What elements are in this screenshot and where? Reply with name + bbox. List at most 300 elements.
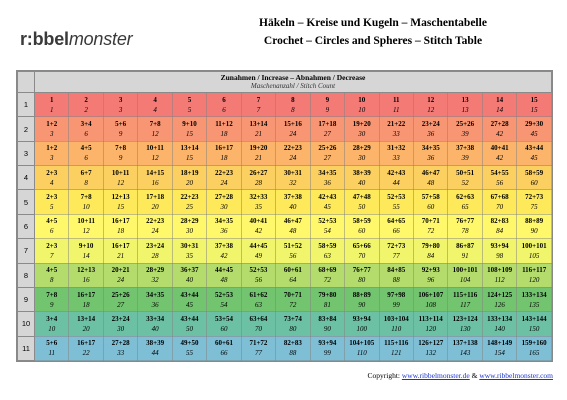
stitch-count: 4 [153,105,157,114]
table-cell [482,93,516,117]
stitch-count: 9 [118,130,123,139]
table-cell [517,166,552,190]
stitch-count: 72 [289,300,297,309]
logo-text-part1: r:bbel [20,29,69,49]
table-cell [379,214,413,238]
table-cell [207,117,241,141]
stitch-count: 10 [82,203,90,212]
stitch-instruction: 148+149 [487,339,513,348]
stitch-count: 65 [461,203,469,212]
stitch-instruction: 34+35 [146,290,165,299]
stitch-instruction: 22+23 [180,193,199,202]
stitch-instruction: 25+26 [318,144,337,153]
stitch-instruction: 8 [291,95,295,104]
stitch-instruction: 7+8 [80,193,92,202]
table-cell [103,214,137,238]
table-cell [345,312,379,336]
stitch-count: 81 [323,300,331,309]
stitch-count: 108 [425,300,436,309]
stitch-instruction: 18+19 [180,168,199,177]
table-cell [103,263,137,287]
stitch-instruction: 64+65 [387,217,406,226]
stitch-instruction: 2+3 [46,193,58,202]
table-cell [35,190,69,214]
table-cell [448,117,482,141]
table-cell [310,214,344,238]
round-number: 1 [18,93,35,117]
stitch-count: 60 [530,178,538,187]
stitch-instruction: 30+31 [180,241,199,250]
stitch-count: 154 [494,349,505,358]
table-cell [482,166,516,190]
table-cell [207,287,241,311]
stitch-count: 36 [220,227,228,236]
table-cell [35,239,69,263]
stitch-count: 56 [496,178,504,187]
stitch-count: 30 [358,154,366,163]
table-cell [345,166,379,190]
stitch-count: 50 [358,203,366,212]
stitch-count: 120 [425,324,436,333]
stitch-instruction: 27+28 [490,120,509,129]
stitch-instruction: 17+18 [318,120,337,129]
stitch-count: 9 [49,300,54,309]
table-cell [241,312,275,336]
stitch-count: 80 [289,324,297,333]
table-cell [138,117,172,141]
stitch-instruction: 70+71 [283,290,302,299]
stitch-instruction: 61+62 [249,290,268,299]
stitch-instruction: 23+24 [421,120,440,129]
stitch-instruction: 34+35 [421,144,440,153]
stitch-instruction: 143+144 [521,314,547,323]
table-cell [413,117,447,141]
stitch-instruction: 133+134 [487,314,513,323]
round-number: 2 [18,117,35,141]
stitch-instruction: 60+61 [283,266,302,275]
table-cell [413,190,447,214]
stitch-count: 24 [220,178,228,187]
stitch-count: 88 [392,276,400,285]
table-cell [276,214,310,238]
stitch-instruction: 44+45 [214,266,233,275]
table-cell [482,239,516,263]
stitch-instruction: 93+94 [352,314,371,323]
stitch-instruction: 26+27 [249,168,268,177]
stitch-count: 30 [358,130,366,139]
round-number: 5 [18,190,35,214]
stitch-instruction: 159+160 [521,339,547,348]
stitch-instruction: 21+22 [387,120,406,129]
stitch-instruction: 76+77 [456,217,475,226]
round-number: 9 [18,287,35,311]
stitch-instruction: 12+13 [111,193,130,202]
stitch-count: 72 [427,227,435,236]
table-cell [310,141,344,165]
stitch-instruction: 43+44 [525,144,544,153]
copyright-label: Copyright: [367,371,401,380]
stitch-count: 66 [220,349,228,358]
table-cell [172,336,206,360]
stitch-instruction: 88+89 [525,217,544,226]
table-cell [310,287,344,311]
table-row [18,117,552,141]
stitch-count: 6 [84,154,88,163]
stitch-count: 20 [82,324,90,333]
table-cell [172,287,206,311]
stitch-instruction: 82+83 [490,217,509,226]
stitch-instruction: 83+84 [318,314,337,323]
table-row [18,263,552,287]
table-cell [276,336,310,360]
stitch-instruction: 14+15 [146,168,165,177]
table-cell [207,312,241,336]
table-cell [241,336,275,360]
table-cell [482,214,516,238]
stitch-instruction: 54+55 [490,168,509,177]
table-cell [310,336,344,360]
stitch-count: 150 [528,324,540,333]
copyright-link-com[interactable]: www.ribbelmonster.com [479,371,553,380]
table-cell [69,239,103,263]
table-cell [517,141,552,165]
stitch-count: 5 [49,203,54,212]
table-cell [448,214,482,238]
stitch-count: 70 [496,203,504,212]
stitch-count: 52 [461,178,469,187]
stitch-count: 8 [49,276,54,285]
table-cell [413,263,447,287]
stitch-instruction: 22+23 [214,168,233,177]
stitch-count: 63 [323,251,331,260]
stitch-count: 84 [496,227,504,236]
table-cell [172,117,206,141]
stitch-count: 12 [151,130,159,139]
stitch-instruction: 76+77 [352,266,371,275]
table-row [18,214,552,238]
stitch-count: 77 [392,251,400,260]
stitch-count: 105 [528,251,540,260]
stitch-count: 1 [49,105,54,114]
stitch-count: 13 [461,105,469,114]
table-cell [482,312,516,336]
table-cell [241,93,275,117]
stitch-instruction: 10+11 [77,217,95,226]
table-cell [138,312,172,336]
stitch-count: 45 [530,130,538,139]
stitch-count: 7 [256,105,261,114]
table-cell [379,239,413,263]
table-cell [379,141,413,165]
stitch-instruction: 115+116 [453,290,478,299]
round-number: 10 [18,312,35,336]
table-cell [448,312,482,336]
stitch-instruction: 15 [530,95,538,104]
stitch-instruction: 28+29 [180,217,199,226]
stitch-count: 98 [496,251,504,260]
stitch-count: 45 [323,203,331,212]
stitch-count: 7 [49,251,54,260]
stitch-instruction: 25+26 [111,290,130,299]
stitch-instruction: 65+66 [352,241,371,250]
stitch-instruction: 42+43 [318,193,337,202]
stitch-instruction: 108+109 [487,266,513,275]
table-cell [379,190,413,214]
table-cell [69,336,103,360]
stitch-count: 135 [528,300,540,309]
stitch-instruction: 19+20 [352,120,371,129]
stitch-count: 15 [186,130,194,139]
stitch-instruction: 7 [256,95,261,104]
table-cell [517,190,552,214]
stitch-instruction: 52+53 [318,217,337,226]
table-cell [517,93,552,117]
stitch-instruction: 67+68 [490,193,509,202]
table-cell [241,287,275,311]
stitch-count: 49 [254,251,262,260]
stitch-count: 2 [84,105,88,114]
stitch-count: 99 [323,349,331,358]
stitch-count: 56 [254,276,262,285]
copyright-separator: & [471,371,478,380]
stitch-instruction: 27+28 [214,193,233,202]
stitch-instruction: 16+17 [77,290,96,299]
stitch-count: 15 [186,154,194,163]
table-cell [207,166,241,190]
stitch-instruction: 13 [461,95,469,104]
stitch-count: 64 [289,276,297,285]
table-cell [172,239,206,263]
stitch-instruction: 52+53 [387,193,406,202]
table-cell [172,93,206,117]
table-cell [276,166,310,190]
stitch-count: 90 [530,227,538,236]
table-cell [103,166,137,190]
table-cell [172,263,206,287]
table-cell [310,312,344,336]
stitch-count: 21 [254,130,262,139]
table-cell [345,263,379,287]
stitch-instruction: 100+101 [452,266,478,275]
stitch-table-frame [16,70,553,362]
table-cell [172,214,206,238]
table-cell [103,117,137,141]
stitch-instruction: 50+51 [456,168,475,177]
stitch-instruction: 133+134 [521,290,547,299]
stitch-instruction: 25+26 [456,120,475,129]
stitch-instruction: 79+80 [421,241,440,250]
stitch-count: 78 [461,227,469,236]
stitch-count: 120 [528,276,540,285]
table-cell [138,141,172,165]
table-cell [448,239,482,263]
stitch-count: 40 [151,324,159,333]
stitch-count: 5 [187,105,192,114]
table-cell [379,117,413,141]
table-cell [517,263,552,287]
stitch-instruction: 1+2 [46,120,58,129]
stitch-count: 3 [49,130,54,139]
table-cell [276,312,310,336]
stitch-instruction: 1 [49,95,54,104]
stitch-count: 110 [391,324,402,333]
stitch-count: 48 [220,276,228,285]
table-cell [241,117,275,141]
stitch-instruction: 12+13 [77,266,96,275]
stitch-count: 132 [425,349,436,358]
table-cell [413,166,447,190]
stitch-count: 48 [289,227,297,236]
table-cell [172,190,206,214]
stitch-instruction: 62+63 [456,193,475,202]
table-cell [172,141,206,165]
table-cell [345,117,379,141]
table-cell [379,336,413,360]
stitch-count: 60 [358,227,366,236]
stitch-count: 140 [494,324,505,333]
table-cell [276,287,310,311]
table-row [18,166,552,190]
table-cell [413,141,447,165]
table-cell [276,117,310,141]
stitch-instruction: 49+50 [180,339,199,348]
stitch-instruction: 10+11 [146,144,164,153]
stitch-instruction: 4+5 [46,266,58,275]
stitch-count: 75 [530,203,538,212]
table-row [18,312,552,336]
stitch-instruction: 51+52 [283,241,302,250]
table-cell [310,166,344,190]
stitch-instruction: 16+17 [214,144,233,153]
table-cell [310,239,344,263]
stitch-count: 90 [358,300,366,309]
stitch-count: 3 [118,105,123,114]
stitch-count: 70 [254,324,262,333]
ribbelmonster-logo [20,29,132,50]
table-cell [35,336,69,360]
table-cell [35,287,69,311]
stitch-instruction: 79+80 [318,290,337,299]
table-cell [517,239,552,263]
stitch-instruction: 2+3 [46,241,58,250]
table-cell [103,336,137,360]
stitch-instruction: 100+101 [521,241,547,250]
table-cell [69,287,103,311]
stitch-count: 15 [530,105,538,114]
stitch-count: 54 [323,227,331,236]
stitch-instruction: 93+94 [490,241,509,250]
stitch-instruction: 88+89 [352,290,371,299]
table-cell [207,141,241,165]
table-cell [241,141,275,165]
stitch-count: 33 [392,130,400,139]
stitch-instruction: 33+34 [146,314,165,323]
table-cell [241,190,275,214]
table-cell [413,93,447,117]
stitch-instruction: 37+38 [214,241,233,250]
stitch-count: 24 [289,154,297,163]
stitch-count: 8 [84,178,88,187]
stitch-instruction: 11+12 [215,120,233,129]
stitch-count: 50 [186,324,194,333]
stitch-instruction: 52+53 [214,290,233,299]
stitch-count: 35 [186,251,194,260]
stitch-count: 112 [494,276,505,285]
stitch-instruction: 16+17 [111,217,130,226]
stitch-instruction: 6+7 [80,168,92,177]
stitch-count: 165 [528,349,540,358]
table-cell [310,117,344,141]
table-cell [276,263,310,287]
table-cell [241,166,275,190]
stitch-count: 11 [393,105,400,114]
stitch-instruction: 4 [153,95,157,104]
copyright-link-de[interactable]: www.ribbelmonster.de [401,371,470,380]
table-cell [69,214,103,238]
table-cell [482,263,516,287]
table-cell [103,312,137,336]
table-cell [207,263,241,287]
stitch-count: 27 [323,130,331,139]
table-row [18,93,552,117]
stitch-instruction: 12 [427,95,435,104]
table-cell [379,93,413,117]
table-cell [69,263,103,287]
table-cell [517,312,552,336]
stitch-instruction: 11 [392,95,400,104]
stitch-count: 27 [117,300,125,309]
stitch-instruction: 27+28 [111,339,130,348]
table-cell [345,214,379,238]
stitch-count: 99 [392,300,400,309]
stitch-instruction: 13+14 [77,314,96,323]
table-row [18,336,552,360]
stitch-instruction: 38+39 [352,168,371,177]
stitch-count: 90 [323,324,331,333]
table-cell [69,166,103,190]
stitch-count: 20 [151,203,159,212]
stitch-instruction: 9+10 [182,120,197,129]
table-cell [310,93,344,117]
stitch-instruction: 19+20 [249,144,268,153]
table-cell [69,312,103,336]
stitch-count: 18 [82,300,90,309]
stitch-count: 16 [151,178,159,187]
stitch-count: 96 [427,276,435,285]
table-cell [517,117,552,141]
table-cell [276,141,310,165]
stitch-instruction: 2 [84,95,88,104]
stitch-instruction: 113+114 [418,314,443,323]
stitch-count: 21 [117,251,125,260]
stitch-instruction: 20+21 [111,266,130,275]
table-cell [138,214,172,238]
stitch-count: 40 [358,178,366,187]
table-cell [413,336,447,360]
stitch-count: 45 [530,154,538,163]
logo-text-part2: monster [68,29,133,49]
stitch-instruction: 82+83 [283,339,302,348]
stitch-instruction: 52+53 [249,266,268,275]
table-cell [103,239,137,263]
table-cell [138,287,172,311]
stitch-instruction: 7+8 [46,290,58,299]
stitch-count: 40 [186,276,194,285]
table-cell [345,93,379,117]
stitch-instruction: 47+48 [352,193,371,202]
stitch-instruction: 73+74 [283,314,302,323]
table-cell [138,166,172,190]
